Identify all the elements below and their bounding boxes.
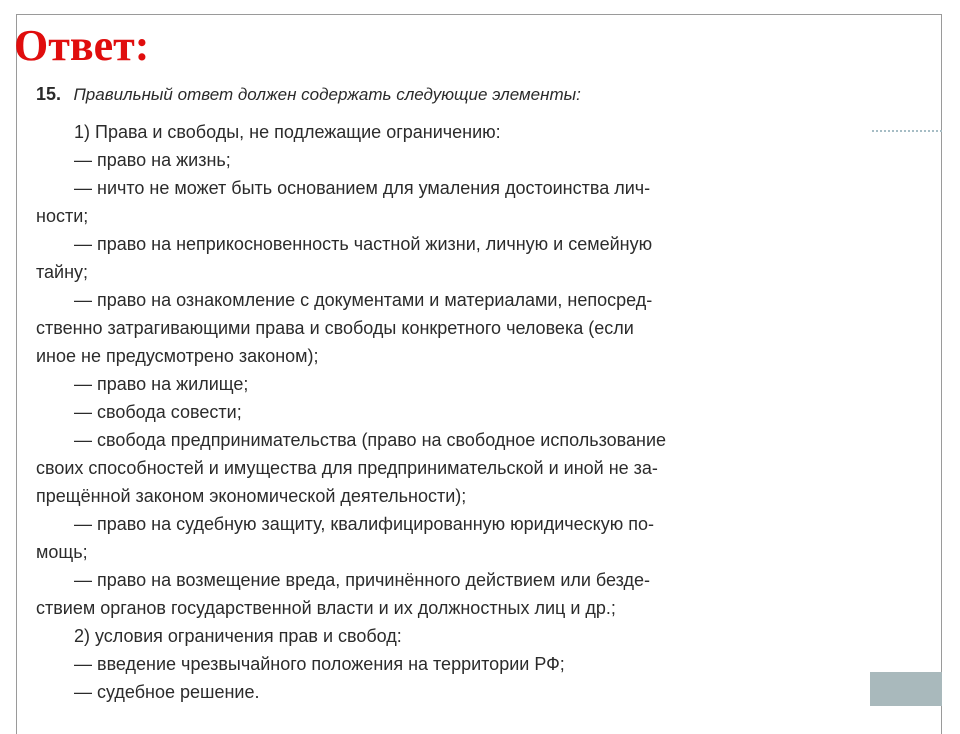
answer-line: 2) условия ограничения прав и свобод: (74, 626, 402, 646)
scanned-answer-text (36, 78, 836, 720)
slide-title: Ответ: (14, 21, 150, 70)
answer-line: — право на жилище; (74, 374, 249, 394)
answer-line: — право на ознакомление с документами и материалами, непосред- (74, 290, 653, 310)
answer-line: 1) Права и свободы, не подлежащие ограничению: (74, 122, 501, 142)
answer-line: иное не предусмотрено законом); (36, 346, 319, 366)
decorative-corner-block (870, 672, 942, 706)
answer-line: — право на судебную защиту, квалифицированную юридическую по- (74, 514, 654, 534)
answer-line: — свобода совести; (74, 402, 242, 422)
answer-line: — право на жизнь; (74, 150, 231, 170)
answer-line: ствием органов государственной власти и их должностных лиц и др.; (36, 598, 616, 618)
answer-line: — право на возмещение вреда, причинённого действием или безде- (74, 570, 651, 590)
answer-line: — введение чрезвычайного положения на территории РФ; (74, 654, 565, 674)
answer-line: прещённой законом экономической деятельности); (36, 486, 467, 506)
answer-line: — судебное решение. (74, 682, 260, 702)
answer-line: — ничто не может быть основанием для умаления достоинства лич- (74, 178, 651, 198)
task-number: 15. (36, 84, 62, 104)
answer-line: ности; (36, 206, 89, 226)
answer-line: ственно затрагивающими права и свободы конкретного человека (если (36, 318, 634, 338)
answer-line: — свобода предпринимательства (право на свободное использование (74, 430, 667, 450)
answer-line: своих способностей и имущества для предпринимательской и иной не за- (36, 458, 658, 478)
answer-heading (36, 84, 581, 110)
decorative-dotted-line (872, 130, 942, 132)
answer-line: тайну; (36, 262, 89, 282)
answer-line: — право на неприкосновенность частной жизни, личную и семейную (74, 234, 653, 254)
answer-line: мощь; (36, 542, 88, 562)
answer-heading-text: Правильный ответ должен содержать следующие элементы: (73, 85, 581, 104)
